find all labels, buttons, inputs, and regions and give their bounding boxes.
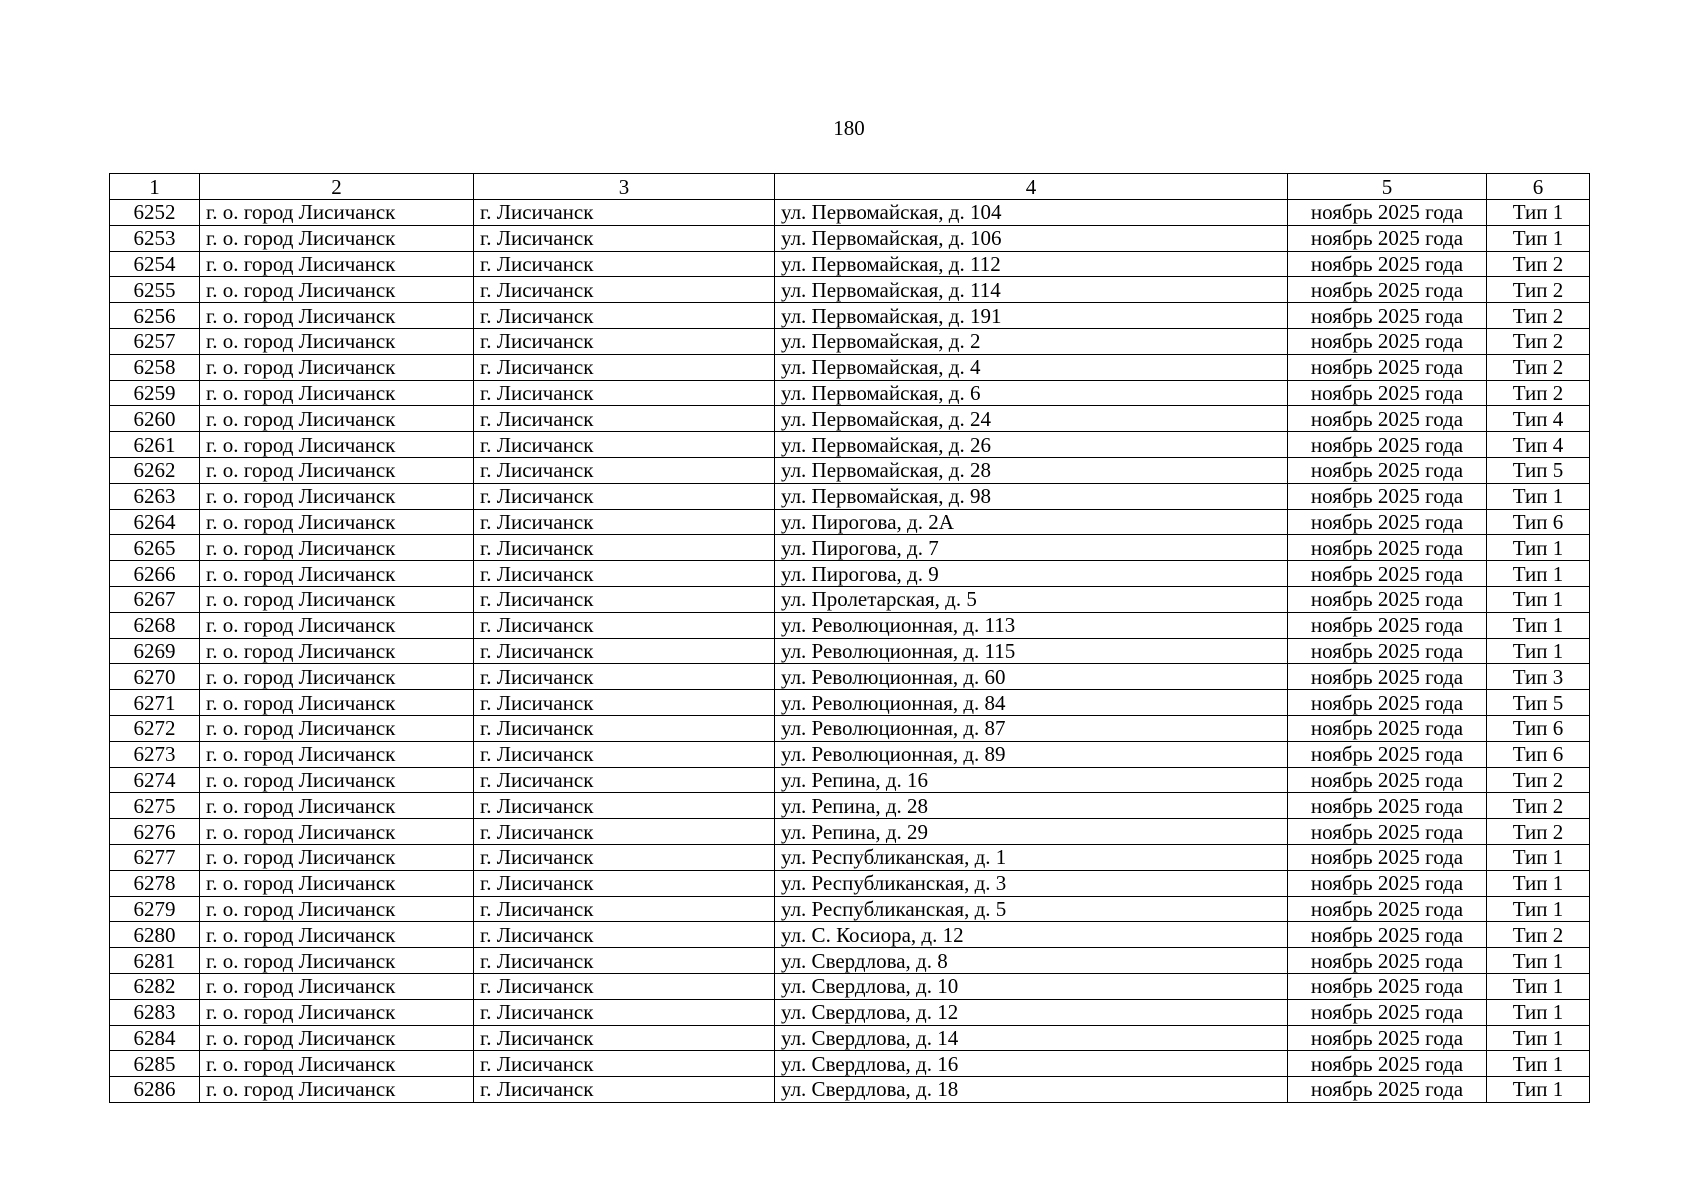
registry-table — [109, 173, 1590, 1103]
address-cell: ул. Первомайская, д. 6 — [775, 380, 1288, 406]
municipality-cell: г. о. город Лисичанск — [200, 432, 474, 458]
row-number-cell: 6252 — [110, 200, 200, 226]
deadline-cell: ноябрь 2025 года — [1288, 1025, 1487, 1051]
row-number-cell: 6259 — [110, 380, 200, 406]
deadline-cell: ноябрь 2025 года — [1288, 406, 1487, 432]
deadline-cell: ноябрь 2025 года — [1288, 303, 1487, 329]
table-row — [110, 432, 1590, 458]
type-cell: Тип 1 — [1487, 1025, 1590, 1051]
municipality-cell: г. о. город Лисичанск — [200, 973, 474, 999]
deadline-cell: ноябрь 2025 года — [1288, 999, 1487, 1025]
address-cell: ул. Первомайская, д. 4 — [775, 354, 1288, 380]
address-cell: ул. Республиканская, д. 1 — [775, 844, 1288, 870]
municipality-cell: г. о. город Лисичанск — [200, 715, 474, 741]
table-row — [110, 715, 1590, 741]
municipality-cell: г. о. город Лисичанск — [200, 638, 474, 664]
row-number-cell: 6271 — [110, 690, 200, 716]
row-number-cell: 6276 — [110, 819, 200, 845]
settlement-cell: г. Лисичанск — [474, 1051, 775, 1077]
address-cell: ул. Пирогова, д. 9 — [775, 561, 1288, 587]
deadline-cell: ноябрь 2025 года — [1288, 586, 1487, 612]
row-number-cell: 6279 — [110, 896, 200, 922]
table-row — [110, 948, 1590, 974]
deadline-cell: ноябрь 2025 года — [1288, 948, 1487, 974]
municipality-cell: г. о. город Лисичанск — [200, 1051, 474, 1077]
settlement-cell: г. Лисичанск — [474, 586, 775, 612]
table-row — [110, 509, 1590, 535]
address-cell: ул. Свердлова, д. 12 — [775, 999, 1288, 1025]
table-row — [110, 354, 1590, 380]
deadline-cell: ноябрь 2025 года — [1288, 483, 1487, 509]
municipality-cell: г. о. город Лисичанск — [200, 870, 474, 896]
address-cell: ул. Свердлова, д. 18 — [775, 1077, 1288, 1103]
table-header — [110, 174, 1590, 200]
type-cell: Тип 1 — [1487, 225, 1590, 251]
municipality-cell: г. о. город Лисичанск — [200, 251, 474, 277]
municipality-cell: г. о. город Лисичанск — [200, 819, 474, 845]
address-cell: ул. Пирогова, д. 2А — [775, 509, 1288, 535]
deadline-cell: ноябрь 2025 года — [1288, 251, 1487, 277]
deadline-cell: ноябрь 2025 года — [1288, 509, 1487, 535]
table-row — [110, 1051, 1590, 1077]
deadline-cell: ноябрь 2025 года — [1288, 664, 1487, 690]
address-cell: ул. Первомайская, д. 104 — [775, 200, 1288, 226]
deadline-cell: ноябрь 2025 года — [1288, 432, 1487, 458]
address-cell: ул. Репина, д. 28 — [775, 793, 1288, 819]
type-cell: Тип 5 — [1487, 690, 1590, 716]
type-cell: Тип 1 — [1487, 896, 1590, 922]
row-number-cell: 6272 — [110, 715, 200, 741]
settlement-cell: г. Лисичанск — [474, 200, 775, 226]
address-cell: ул. Репина, д. 29 — [775, 819, 1288, 845]
settlement-cell: г. Лисичанск — [474, 1025, 775, 1051]
deadline-cell: ноябрь 2025 года — [1288, 561, 1487, 587]
deadline-cell: ноябрь 2025 года — [1288, 354, 1487, 380]
column-header-3: 3 — [474, 174, 775, 200]
deadline-cell: ноябрь 2025 года — [1288, 1077, 1487, 1103]
address-cell: ул. Революционная, д. 115 — [775, 638, 1288, 664]
type-cell: Тип 1 — [1487, 483, 1590, 509]
table-row — [110, 690, 1590, 716]
type-cell: Тип 1 — [1487, 612, 1590, 638]
settlement-cell: г. Лисичанск — [474, 819, 775, 845]
settlement-cell: г. Лисичанск — [474, 328, 775, 354]
settlement-cell: г. Лисичанск — [474, 432, 775, 458]
table-row — [110, 225, 1590, 251]
address-cell: ул. Свердлова, д. 16 — [775, 1051, 1288, 1077]
table-row — [110, 664, 1590, 690]
type-cell: Тип 2 — [1487, 303, 1590, 329]
table-row — [110, 483, 1590, 509]
table-row — [110, 819, 1590, 845]
table-row — [110, 328, 1590, 354]
table-row — [110, 638, 1590, 664]
type-cell: Тип 6 — [1487, 741, 1590, 767]
table-row — [110, 586, 1590, 612]
municipality-cell: г. о. город Лисичанск — [200, 483, 474, 509]
deadline-cell: ноябрь 2025 года — [1288, 767, 1487, 793]
row-number-cell: 6253 — [110, 225, 200, 251]
municipality-cell: г. о. город Лисичанск — [200, 354, 474, 380]
address-cell: ул. Революционная, д. 84 — [775, 690, 1288, 716]
deadline-cell: ноябрь 2025 года — [1288, 328, 1487, 354]
address-cell: ул. Революционная, д. 60 — [775, 664, 1288, 690]
column-header-2: 2 — [200, 174, 474, 200]
table-row — [110, 457, 1590, 483]
municipality-cell: г. о. город Лисичанск — [200, 225, 474, 251]
address-cell: ул. Первомайская, д. 98 — [775, 483, 1288, 509]
address-cell: ул. Республиканская, д. 5 — [775, 896, 1288, 922]
type-cell: Тип 3 — [1487, 664, 1590, 690]
municipality-cell: г. о. город Лисичанск — [200, 948, 474, 974]
address-cell: ул. Первомайская, д. 28 — [775, 457, 1288, 483]
table-row — [110, 1025, 1590, 1051]
type-cell: Тип 2 — [1487, 922, 1590, 948]
municipality-cell: г. о. город Лисичанск — [200, 922, 474, 948]
row-number-cell: 6278 — [110, 870, 200, 896]
settlement-cell: г. Лисичанск — [474, 896, 775, 922]
address-cell: ул. Свердлова, д. 14 — [775, 1025, 1288, 1051]
type-cell: Тип 2 — [1487, 819, 1590, 845]
table-row — [110, 535, 1590, 561]
address-cell: ул. Первомайская, д. 191 — [775, 303, 1288, 329]
row-number-cell: 6283 — [110, 999, 200, 1025]
settlement-cell: г. Лисичанск — [474, 483, 775, 509]
type-cell: Тип 4 — [1487, 406, 1590, 432]
row-number-cell: 6286 — [110, 1077, 200, 1103]
row-number-cell: 6269 — [110, 638, 200, 664]
row-number-cell: 6274 — [110, 767, 200, 793]
table-row — [110, 200, 1590, 226]
type-cell: Тип 1 — [1487, 535, 1590, 561]
deadline-cell: ноябрь 2025 года — [1288, 612, 1487, 638]
row-number-cell: 6255 — [110, 277, 200, 303]
table-row — [110, 896, 1590, 922]
type-cell: Тип 2 — [1487, 328, 1590, 354]
settlement-cell: г. Лисичанск — [474, 715, 775, 741]
municipality-cell: г. о. город Лисичанск — [200, 535, 474, 561]
settlement-cell: г. Лисичанск — [474, 354, 775, 380]
municipality-cell: г. о. город Лисичанск — [200, 690, 474, 716]
row-number-cell: 6284 — [110, 1025, 200, 1051]
address-cell: ул. Первомайская, д. 112 — [775, 251, 1288, 277]
address-cell: ул. Революционная, д. 89 — [775, 741, 1288, 767]
page-number: 180 — [833, 116, 865, 140]
row-number-cell: 6256 — [110, 303, 200, 329]
deadline-cell: ноябрь 2025 года — [1288, 870, 1487, 896]
type-cell: Тип 4 — [1487, 432, 1590, 458]
settlement-cell: г. Лисичанск — [474, 793, 775, 819]
row-number-cell: 6254 — [110, 251, 200, 277]
column-header-1: 1 — [110, 174, 200, 200]
settlement-cell: г. Лисичанск — [474, 509, 775, 535]
type-cell: Тип 1 — [1487, 948, 1590, 974]
municipality-cell: г. о. город Лисичанск — [200, 999, 474, 1025]
row-number-cell: 6261 — [110, 432, 200, 458]
address-cell: ул. Республиканская, д. 3 — [775, 870, 1288, 896]
deadline-cell: ноябрь 2025 года — [1288, 973, 1487, 999]
settlement-cell: г. Лисичанск — [474, 225, 775, 251]
municipality-cell: г. о. город Лисичанск — [200, 896, 474, 922]
deadline-cell: ноябрь 2025 года — [1288, 277, 1487, 303]
type-cell: Тип 5 — [1487, 457, 1590, 483]
deadline-cell: ноябрь 2025 года — [1288, 380, 1487, 406]
type-cell: Тип 1 — [1487, 586, 1590, 612]
row-number-cell: 6265 — [110, 535, 200, 561]
settlement-cell: г. Лисичанск — [474, 767, 775, 793]
row-number-cell: 6273 — [110, 741, 200, 767]
deadline-cell: ноябрь 2025 года — [1288, 715, 1487, 741]
settlement-cell: г. Лисичанск — [474, 664, 775, 690]
settlement-cell: г. Лисичанск — [474, 612, 775, 638]
table-row — [110, 561, 1590, 587]
municipality-cell: г. о. город Лисичанск — [200, 200, 474, 226]
municipality-cell: г. о. город Лисичанск — [200, 509, 474, 535]
deadline-cell: ноябрь 2025 года — [1288, 535, 1487, 561]
row-number-cell: 6277 — [110, 844, 200, 870]
address-cell: ул. Первомайская, д. 26 — [775, 432, 1288, 458]
row-number-cell: 6285 — [110, 1051, 200, 1077]
type-cell: Тип 1 — [1487, 200, 1590, 226]
deadline-cell: ноябрь 2025 года — [1288, 819, 1487, 845]
deadline-cell: ноябрь 2025 года — [1288, 638, 1487, 664]
deadline-cell: ноябрь 2025 года — [1288, 457, 1487, 483]
type-cell: Тип 6 — [1487, 715, 1590, 741]
settlement-cell: г. Лисичанск — [474, 973, 775, 999]
table-row — [110, 767, 1590, 793]
address-cell: ул. Первомайская, д. 2 — [775, 328, 1288, 354]
type-cell: Тип 1 — [1487, 973, 1590, 999]
type-cell: Тип 1 — [1487, 561, 1590, 587]
municipality-cell: г. о. город Лисичанск — [200, 277, 474, 303]
deadline-cell: ноябрь 2025 года — [1288, 922, 1487, 948]
address-cell: ул. Революционная, д. 113 — [775, 612, 1288, 638]
type-cell: Тип 1 — [1487, 638, 1590, 664]
deadline-cell: ноябрь 2025 года — [1288, 793, 1487, 819]
column-header-5: 5 — [1288, 174, 1487, 200]
row-number-cell: 6275 — [110, 793, 200, 819]
municipality-cell: г. о. город Лисичанск — [200, 767, 474, 793]
type-cell: Тип 2 — [1487, 354, 1590, 380]
row-number-cell: 6280 — [110, 922, 200, 948]
type-cell: Тип 2 — [1487, 277, 1590, 303]
type-cell: Тип 1 — [1487, 1077, 1590, 1103]
address-cell: ул. Свердлова, д. 10 — [775, 973, 1288, 999]
table-row — [110, 277, 1590, 303]
address-cell: ул. Революционная, д. 87 — [775, 715, 1288, 741]
deadline-cell: ноябрь 2025 года — [1288, 690, 1487, 716]
settlement-cell: г. Лисичанск — [474, 922, 775, 948]
settlement-cell: г. Лисичанск — [474, 1077, 775, 1103]
settlement-cell: г. Лисичанск — [474, 948, 775, 974]
table-row — [110, 406, 1590, 432]
address-cell: ул. Первомайская, д. 114 — [775, 277, 1288, 303]
row-number-cell: 6267 — [110, 586, 200, 612]
type-cell: Тип 6 — [1487, 509, 1590, 535]
column-header-4: 4 — [775, 174, 1288, 200]
address-cell: ул. Репина, д. 16 — [775, 767, 1288, 793]
settlement-cell: г. Лисичанск — [474, 380, 775, 406]
row-number-cell: 6257 — [110, 328, 200, 354]
municipality-cell: г. о. город Лисичанск — [200, 741, 474, 767]
table-row — [110, 251, 1590, 277]
type-cell: Тип 1 — [1487, 999, 1590, 1025]
address-cell: ул. Пирогова, д. 7 — [775, 535, 1288, 561]
municipality-cell: г. о. город Лисичанск — [200, 328, 474, 354]
row-number-cell: 6281 — [110, 948, 200, 974]
table-row — [110, 793, 1590, 819]
table-row — [110, 999, 1590, 1025]
table-row — [110, 612, 1590, 638]
deadline-cell: ноябрь 2025 года — [1288, 1051, 1487, 1077]
table-row — [110, 303, 1590, 329]
municipality-cell: г. о. город Лисичанск — [200, 406, 474, 432]
row-number-cell: 6264 — [110, 509, 200, 535]
municipality-cell: г. о. город Лисичанск — [200, 1077, 474, 1103]
header-row — [110, 174, 1590, 200]
deadline-cell: ноябрь 2025 года — [1288, 200, 1487, 226]
municipality-cell: г. о. город Лисичанск — [200, 586, 474, 612]
table-row — [110, 973, 1590, 999]
settlement-cell: г. Лисичанск — [474, 561, 775, 587]
settlement-cell: г. Лисичанск — [474, 999, 775, 1025]
address-cell: ул. Пролетарская, д. 5 — [775, 586, 1288, 612]
type-cell: Тип 1 — [1487, 844, 1590, 870]
type-cell: Тип 1 — [1487, 870, 1590, 896]
table-row — [110, 1077, 1590, 1103]
column-header-6: 6 — [1487, 174, 1590, 200]
address-cell: ул. С. Косиора, д. 12 — [775, 922, 1288, 948]
municipality-cell: г. о. город Лисичанск — [200, 664, 474, 690]
table-row — [110, 922, 1590, 948]
municipality-cell: г. о. город Лисичанск — [200, 844, 474, 870]
settlement-cell: г. Лисичанск — [474, 303, 775, 329]
type-cell: Тип 2 — [1487, 251, 1590, 277]
municipality-cell: г. о. город Лисичанск — [200, 303, 474, 329]
table-row — [110, 380, 1590, 406]
municipality-cell: г. о. город Лисичанск — [200, 457, 474, 483]
municipality-cell: г. о. город Лисичанск — [200, 1025, 474, 1051]
row-number-cell: 6262 — [110, 457, 200, 483]
settlement-cell: г. Лисичанск — [474, 251, 775, 277]
deadline-cell: ноябрь 2025 года — [1288, 844, 1487, 870]
type-cell: Тип 2 — [1487, 380, 1590, 406]
settlement-cell: г. Лисичанск — [474, 870, 775, 896]
table-row — [110, 870, 1590, 896]
row-number-cell: 6268 — [110, 612, 200, 638]
municipality-cell: г. о. город Лисичанск — [200, 380, 474, 406]
row-number-cell: 6282 — [110, 973, 200, 999]
deadline-cell: ноябрь 2025 года — [1288, 741, 1487, 767]
settlement-cell: г. Лисичанск — [474, 844, 775, 870]
address-cell: ул. Первомайская, д. 24 — [775, 406, 1288, 432]
row-number-cell: 6260 — [110, 406, 200, 432]
settlement-cell: г. Лисичанск — [474, 535, 775, 561]
settlement-cell: г. Лисичанск — [474, 457, 775, 483]
municipality-cell: г. о. город Лисичанск — [200, 793, 474, 819]
municipality-cell: г. о. город Лисичанск — [200, 561, 474, 587]
type-cell: Тип 2 — [1487, 793, 1590, 819]
municipality-cell: г. о. город Лисичанск — [200, 612, 474, 638]
table-row — [110, 844, 1590, 870]
settlement-cell: г. Лисичанск — [474, 690, 775, 716]
row-number-cell: 6258 — [110, 354, 200, 380]
settlement-cell: г. Лисичанск — [474, 277, 775, 303]
deadline-cell: ноябрь 2025 года — [1288, 225, 1487, 251]
row-number-cell: 6266 — [110, 561, 200, 587]
address-cell: ул. Свердлова, д. 8 — [775, 948, 1288, 974]
address-cell: ул. Первомайская, д. 106 — [775, 225, 1288, 251]
row-number-cell: 6270 — [110, 664, 200, 690]
settlement-cell: г. Лисичанск — [474, 638, 775, 664]
settlement-cell: г. Лисичанск — [474, 741, 775, 767]
table-row — [110, 741, 1590, 767]
type-cell: Тип 2 — [1487, 767, 1590, 793]
settlement-cell: г. Лисичанск — [474, 406, 775, 432]
row-number-cell: 6263 — [110, 483, 200, 509]
type-cell: Тип 1 — [1487, 1051, 1590, 1077]
table-body — [110, 200, 1590, 1103]
deadline-cell: ноябрь 2025 года — [1288, 896, 1487, 922]
